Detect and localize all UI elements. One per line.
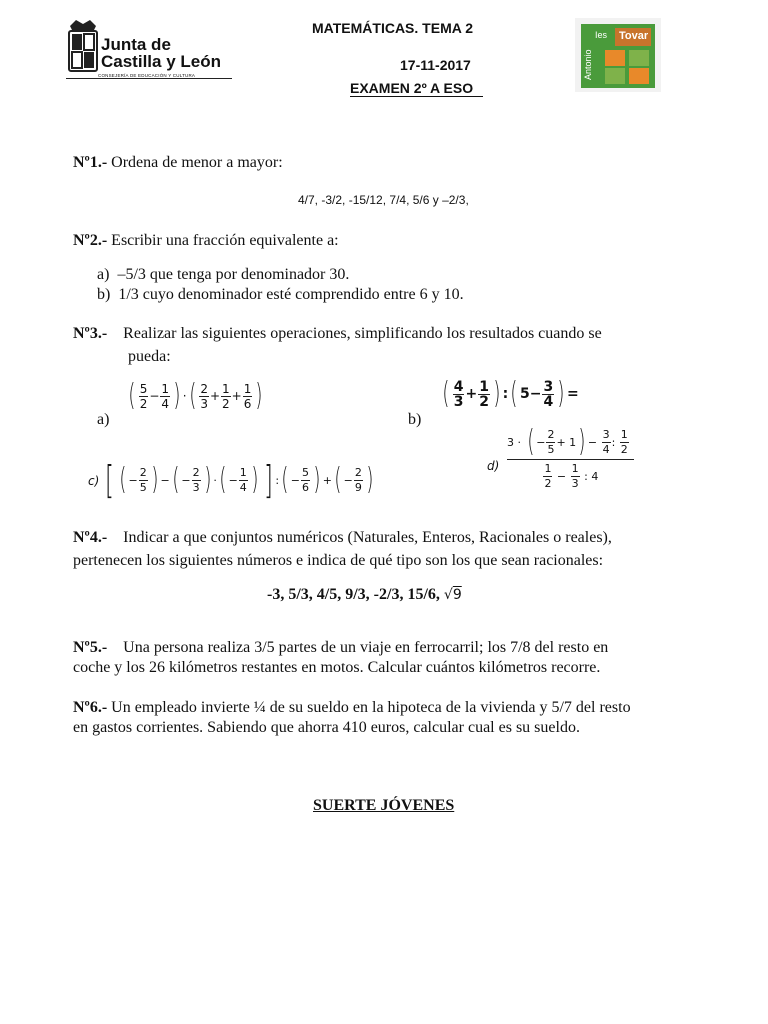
exam-date: 17-11-2017 — [400, 57, 471, 73]
question-3 — [73, 323, 713, 345]
expr-d: 3 · ( − $\frac{2}{5}$ + 1 ) − $\frac{3}{4}$ : $\frac{1}{2}$ $\frac{1}{2}$ − $\frac{1}{3}$ : 4 — [507, 427, 634, 491]
expr-d-label: d) — [487, 459, 500, 473]
org-name: Junta de Castilla y León — [101, 35, 221, 71]
question-6-text: Un empleado invierte ¼ de su sueldo en la hipoteca de la vivienda y 5/7 del resto — [111, 699, 631, 716]
question-4-number: Nº4.- — [73, 529, 108, 546]
question-4-text: Indicar a que conjuntos numéricos (Naturales, Enteros, Racionales o reales), — [123, 529, 612, 546]
footer-message: SUERTE JÓVENES — [313, 797, 455, 814]
question-6 — [73, 697, 713, 719]
exam-title: MATEMÁTICAS. TEMA 2 — [312, 20, 473, 36]
question-5-number: Nº5.- — [73, 639, 108, 656]
question-1-text: Ordena de menor a mayor: — [111, 154, 283, 171]
expr-a-label: a) — [97, 411, 110, 428]
org-subtitle: CONSEJERÍA DE EDUCACIÓN Y CULTURA — [98, 73, 196, 78]
expr-a: ( $\frac{5}{2}$ − $\frac{1}{4}$ ) · ( $\frac{2}{3}$ + $\frac{1}{2}$ + $\frac{1}{6}$ ) — [128, 378, 263, 413]
question-2b: b) 1/3 cuyo denominador esté comprendido entre 6 y 10. — [97, 286, 464, 303]
exam-group: EXAMEN 2º A ESO — [350, 80, 483, 97]
school-logo: Ies Tovar Antonio — [575, 18, 661, 92]
question-1 — [73, 152, 283, 174]
question-2-text: Escribir una fracción equivalente a: — [111, 232, 339, 249]
question-3-text-cont: pueda: — [128, 348, 171, 365]
question-2 — [73, 230, 339, 252]
expr-c: [ ( − $\frac{2}{5}$ ) − ( − $\frac{2}{3}$ ) · ( − $\frac{1}{4}$ ) ] : ( − $\frac{5}{6}$ ) + ( − $\frac{2}{9}$ ) — [104, 458, 374, 502]
question-1-values: 4/7, -3/2, -15/12, 7/4, 5/6 y –2/3, — [298, 193, 469, 207]
coat-of-arms-icon — [66, 18, 100, 78]
question-4-values: -3, 5/3, 4/5, 9/3, -2/3, 15/6, √9 — [267, 586, 462, 603]
question-3-number: Nº3.- — [73, 325, 108, 342]
expr-b: ( $\frac{4}{3}$ + $\frac{1}{2}$ ) : ( 5− $\frac{3}{4}$ ) = — [442, 376, 579, 411]
question-4-text-cont: pertenecen los siguientes números e indica de qué tipo son los que sean racionales: — [73, 552, 604, 569]
question-5 — [73, 637, 713, 659]
question-6-text-cont: en gastos corrientes. Sabiendo que ahorra 410 euros, calcular cual es su sueldo. — [73, 719, 580, 736]
question-5-text-cont: coche y los 26 kilómetros restantes en motos. Calcular cuántos kilómetros recorre. — [73, 659, 601, 676]
question-6-number: Nº6.- — [73, 699, 108, 716]
question-5-text: Una persona realiza 3/5 partes de un viaje en ferrocarril; los 7/8 del resto en — [123, 639, 609, 656]
expr-b-label: b) — [408, 411, 422, 428]
question-1-number: Nº1.- — [73, 154, 108, 171]
expr-c-label: c) — [88, 474, 100, 488]
question-2a: a) –5/3 que tenga por denominador 30. — [97, 266, 350, 283]
question-4 — [73, 527, 713, 549]
question-2-number: Nº2.- — [73, 232, 108, 249]
question-3-text: Realizar las siguientes operaciones, simplificando los resultados cuando se — [123, 325, 602, 342]
